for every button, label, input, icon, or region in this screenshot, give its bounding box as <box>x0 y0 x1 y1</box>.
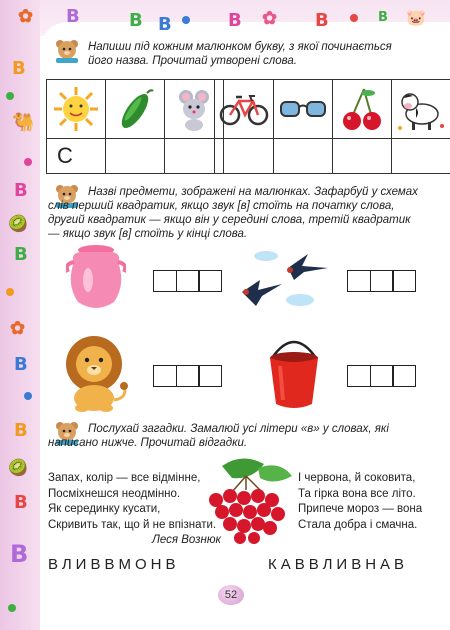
encoded-word-2[interactable]: КАВВЛИВНАВ <box>268 556 409 573</box>
picture-cell <box>333 80 392 139</box>
scheme-square[interactable] <box>198 365 222 387</box>
scheme-square[interactable] <box>347 270 371 292</box>
scheme-square[interactable] <box>392 270 416 292</box>
task1-instruction: Напиши під кожним малюнком букву, з якої починається його назва. Прочитай утворені слова. <box>88 41 392 67</box>
letter-v-decor: В <box>378 10 388 25</box>
scheme-square[interactable] <box>176 365 200 387</box>
encoded-word-1[interactable]: ВЛИВВМОНВ <box>48 556 180 573</box>
task3-instruction: Послухай загадки. Замалюй усі літери «в» у словах, які написано нижче. Прочитай відгадки. <box>48 423 389 449</box>
riddle-line: Запах, колір — все відмінне, <box>48 472 201 484</box>
riddle-line: Та гірка вона все літо. <box>298 487 416 500</box>
dot-decor <box>6 288 14 296</box>
cucumber-icon <box>106 80 164 138</box>
pig-icon: 🐷 <box>406 10 426 27</box>
swallows-icon <box>238 246 338 310</box>
flower-wreath-icon: ✿ <box>18 6 34 26</box>
letter-v-decor: В <box>14 244 28 265</box>
viburnum-icon <box>202 456 294 546</box>
letter-v-decor: В <box>14 420 28 441</box>
letter-v-decor: В <box>228 10 242 31</box>
riddle-line: Скривить так, що й не впізнати. <box>48 518 217 531</box>
scheme-square[interactable] <box>153 270 177 292</box>
glasses-icon <box>274 80 332 138</box>
task1-table-right <box>214 79 450 174</box>
picture-cell <box>274 80 333 139</box>
answer-cell[interactable] <box>274 139 333 174</box>
kiwi-icon: 🥝 <box>8 216 28 233</box>
word-scheme[interactable] <box>153 270 221 292</box>
scheme-square[interactable] <box>176 270 200 292</box>
camel-icon: 🐫 <box>12 112 35 132</box>
riddle-1 <box>48 471 221 549</box>
word-scheme[interactable] <box>153 365 221 387</box>
answer-cell[interactable] <box>106 139 165 174</box>
answer-cell[interactable] <box>215 139 274 174</box>
letter-v-decor: В <box>315 10 329 31</box>
answer-cell[interactable]: С <box>47 139 106 174</box>
page-number: 52 <box>218 585 244 605</box>
word-scheme[interactable] <box>347 270 415 292</box>
letter-v-decor: В <box>129 10 143 31</box>
scheme-square[interactable] <box>153 365 177 387</box>
riddle-2 <box>298 471 422 533</box>
letter-v-decor: В <box>14 492 28 513</box>
flower-wreath-icon: ✿ <box>262 8 278 28</box>
picture-cell <box>106 80 165 139</box>
riddle-line: Як серединку кусати, <box>48 503 161 515</box>
task2-instruction: Назві предмети, зображені на малюнках. Зафарбуй у схемах слів перший квадратик, якщо звук [в] стоїть на початку слова, другий квадратик — якщо він у середині слова, третій квадратик — якщо звук [в] стоїть у кінці слова. <box>48 186 418 240</box>
answer-cell[interactable] <box>392 139 450 174</box>
scheme-square[interactable] <box>392 365 416 387</box>
picture-cell <box>392 80 450 139</box>
riddle-author: Леся Вознюк <box>152 534 221 546</box>
letter-v-decor: В <box>14 354 28 375</box>
dot-decor <box>8 604 16 612</box>
calf-icon <box>392 80 450 138</box>
picture-cell <box>47 80 106 139</box>
dot-decor <box>6 92 14 100</box>
letter-v-decor: В <box>66 6 80 27</box>
bear-icon <box>54 38 80 64</box>
dot-decor <box>350 14 358 22</box>
letter-v-decor: В <box>158 14 172 35</box>
scheme-square[interactable] <box>370 270 394 292</box>
letter-v-decor: В <box>10 540 29 568</box>
riddle-line: І червона, й соковита, <box>298 472 416 484</box>
riddle-line: Стала добра і смачна. <box>298 518 418 531</box>
scheme-square[interactable] <box>347 365 371 387</box>
scheme-square[interactable] <box>198 270 222 292</box>
vase-icon <box>66 244 126 312</box>
flower-wreath-icon: ✿ <box>10 318 26 338</box>
answer-cell[interactable] <box>333 139 392 174</box>
sun-icon <box>47 80 105 138</box>
letter-v-decor: В <box>14 180 28 201</box>
lion-icon <box>56 334 132 414</box>
bucket-icon <box>262 332 326 412</box>
riddle-line: Посміхнешся неодмінно. <box>48 487 181 500</box>
letter-v-decor: В <box>12 58 26 79</box>
picture-cell <box>215 80 274 139</box>
task1-table-left <box>46 79 224 174</box>
cherries-icon <box>333 80 391 138</box>
dot-decor <box>24 392 32 400</box>
scheme-square[interactable] <box>370 365 394 387</box>
riddle-line: Припече мороз — вона <box>298 503 423 515</box>
kiwi-icon: 🥝 <box>8 460 28 477</box>
dot-decor <box>182 16 190 24</box>
dot-decor <box>24 158 32 166</box>
word-scheme[interactable] <box>347 365 415 387</box>
bicycle-icon <box>215 80 273 138</box>
